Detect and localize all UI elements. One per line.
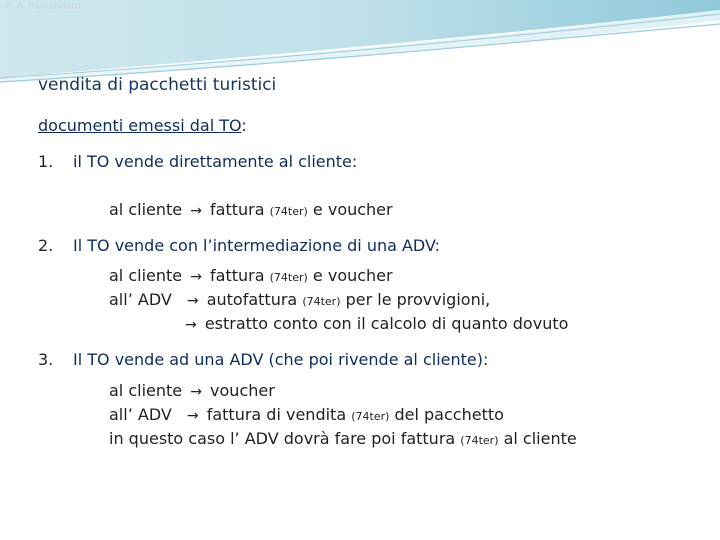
item-1-line-1 [109,200,393,222]
item-2-number: 2. [38,236,54,255]
arrow-icon: → [186,293,199,309]
item-3-number: 3. [38,350,54,369]
item-3-line-2 [109,405,504,427]
ref-74ter: (74ter) [302,295,341,308]
line-text: e voucher [307,200,393,219]
line-text: al cliente [109,266,188,285]
item-2-line-2 [109,290,490,312]
arrow-icon: → [186,408,199,424]
line-text: fattura [204,200,270,219]
item-3-line-1 [109,381,275,402]
ref-74ter: (74ter) [351,410,390,423]
section-heading [38,116,247,136]
line-text: autofattura [201,290,303,309]
line-text: al cliente [498,429,577,448]
line-text: fattura di vendita [201,405,352,424]
line-text: voucher [204,381,275,400]
line-text: per le provvigioni, [340,290,491,309]
section-heading-colon: : [241,116,247,135]
line-text: all’ ADV [109,405,177,424]
item-3-text: Il TO vende ad una ADV (che poi rivende al cliente): [73,350,489,369]
line-text: del pacchetto [389,405,504,424]
ref-74ter: (74ter) [460,434,499,447]
line-text: all’ ADV [109,290,177,309]
arrow-icon: → [190,269,202,285]
item-2-line-3 [182,314,568,335]
arrow-icon: → [185,317,197,333]
item-1-text: il TO vende direttamente al cliente: [73,152,358,171]
line-text: estratto conto con il calcolo di quanto dovuto [199,314,569,333]
item-2-line-1 [109,266,393,288]
ref-74ter: (74ter) [269,205,308,218]
line-text: al cliente [109,381,188,400]
arrow-icon: → [190,384,202,400]
line-text: in questo caso l’ ADV dovrà fare poi fattura [109,429,461,448]
line-text: fattura [204,266,270,285]
section-heading-text: documenti emessi dal TO [38,116,242,135]
item-3-line-3 [109,429,577,451]
ref-74ter: (74ter) [269,271,308,284]
slide-title: vendita di pacchetti turistici [38,75,277,95]
item-2-text: Il TO vende con l’intermediazione di una ADV: [73,236,440,255]
arrow-icon: → [190,203,202,219]
line-text: e voucher [307,266,393,285]
copyright-text: © R. Ramondetti [5,2,81,12]
line-text: al cliente [109,200,188,219]
item-1-number: 1. [38,152,54,171]
